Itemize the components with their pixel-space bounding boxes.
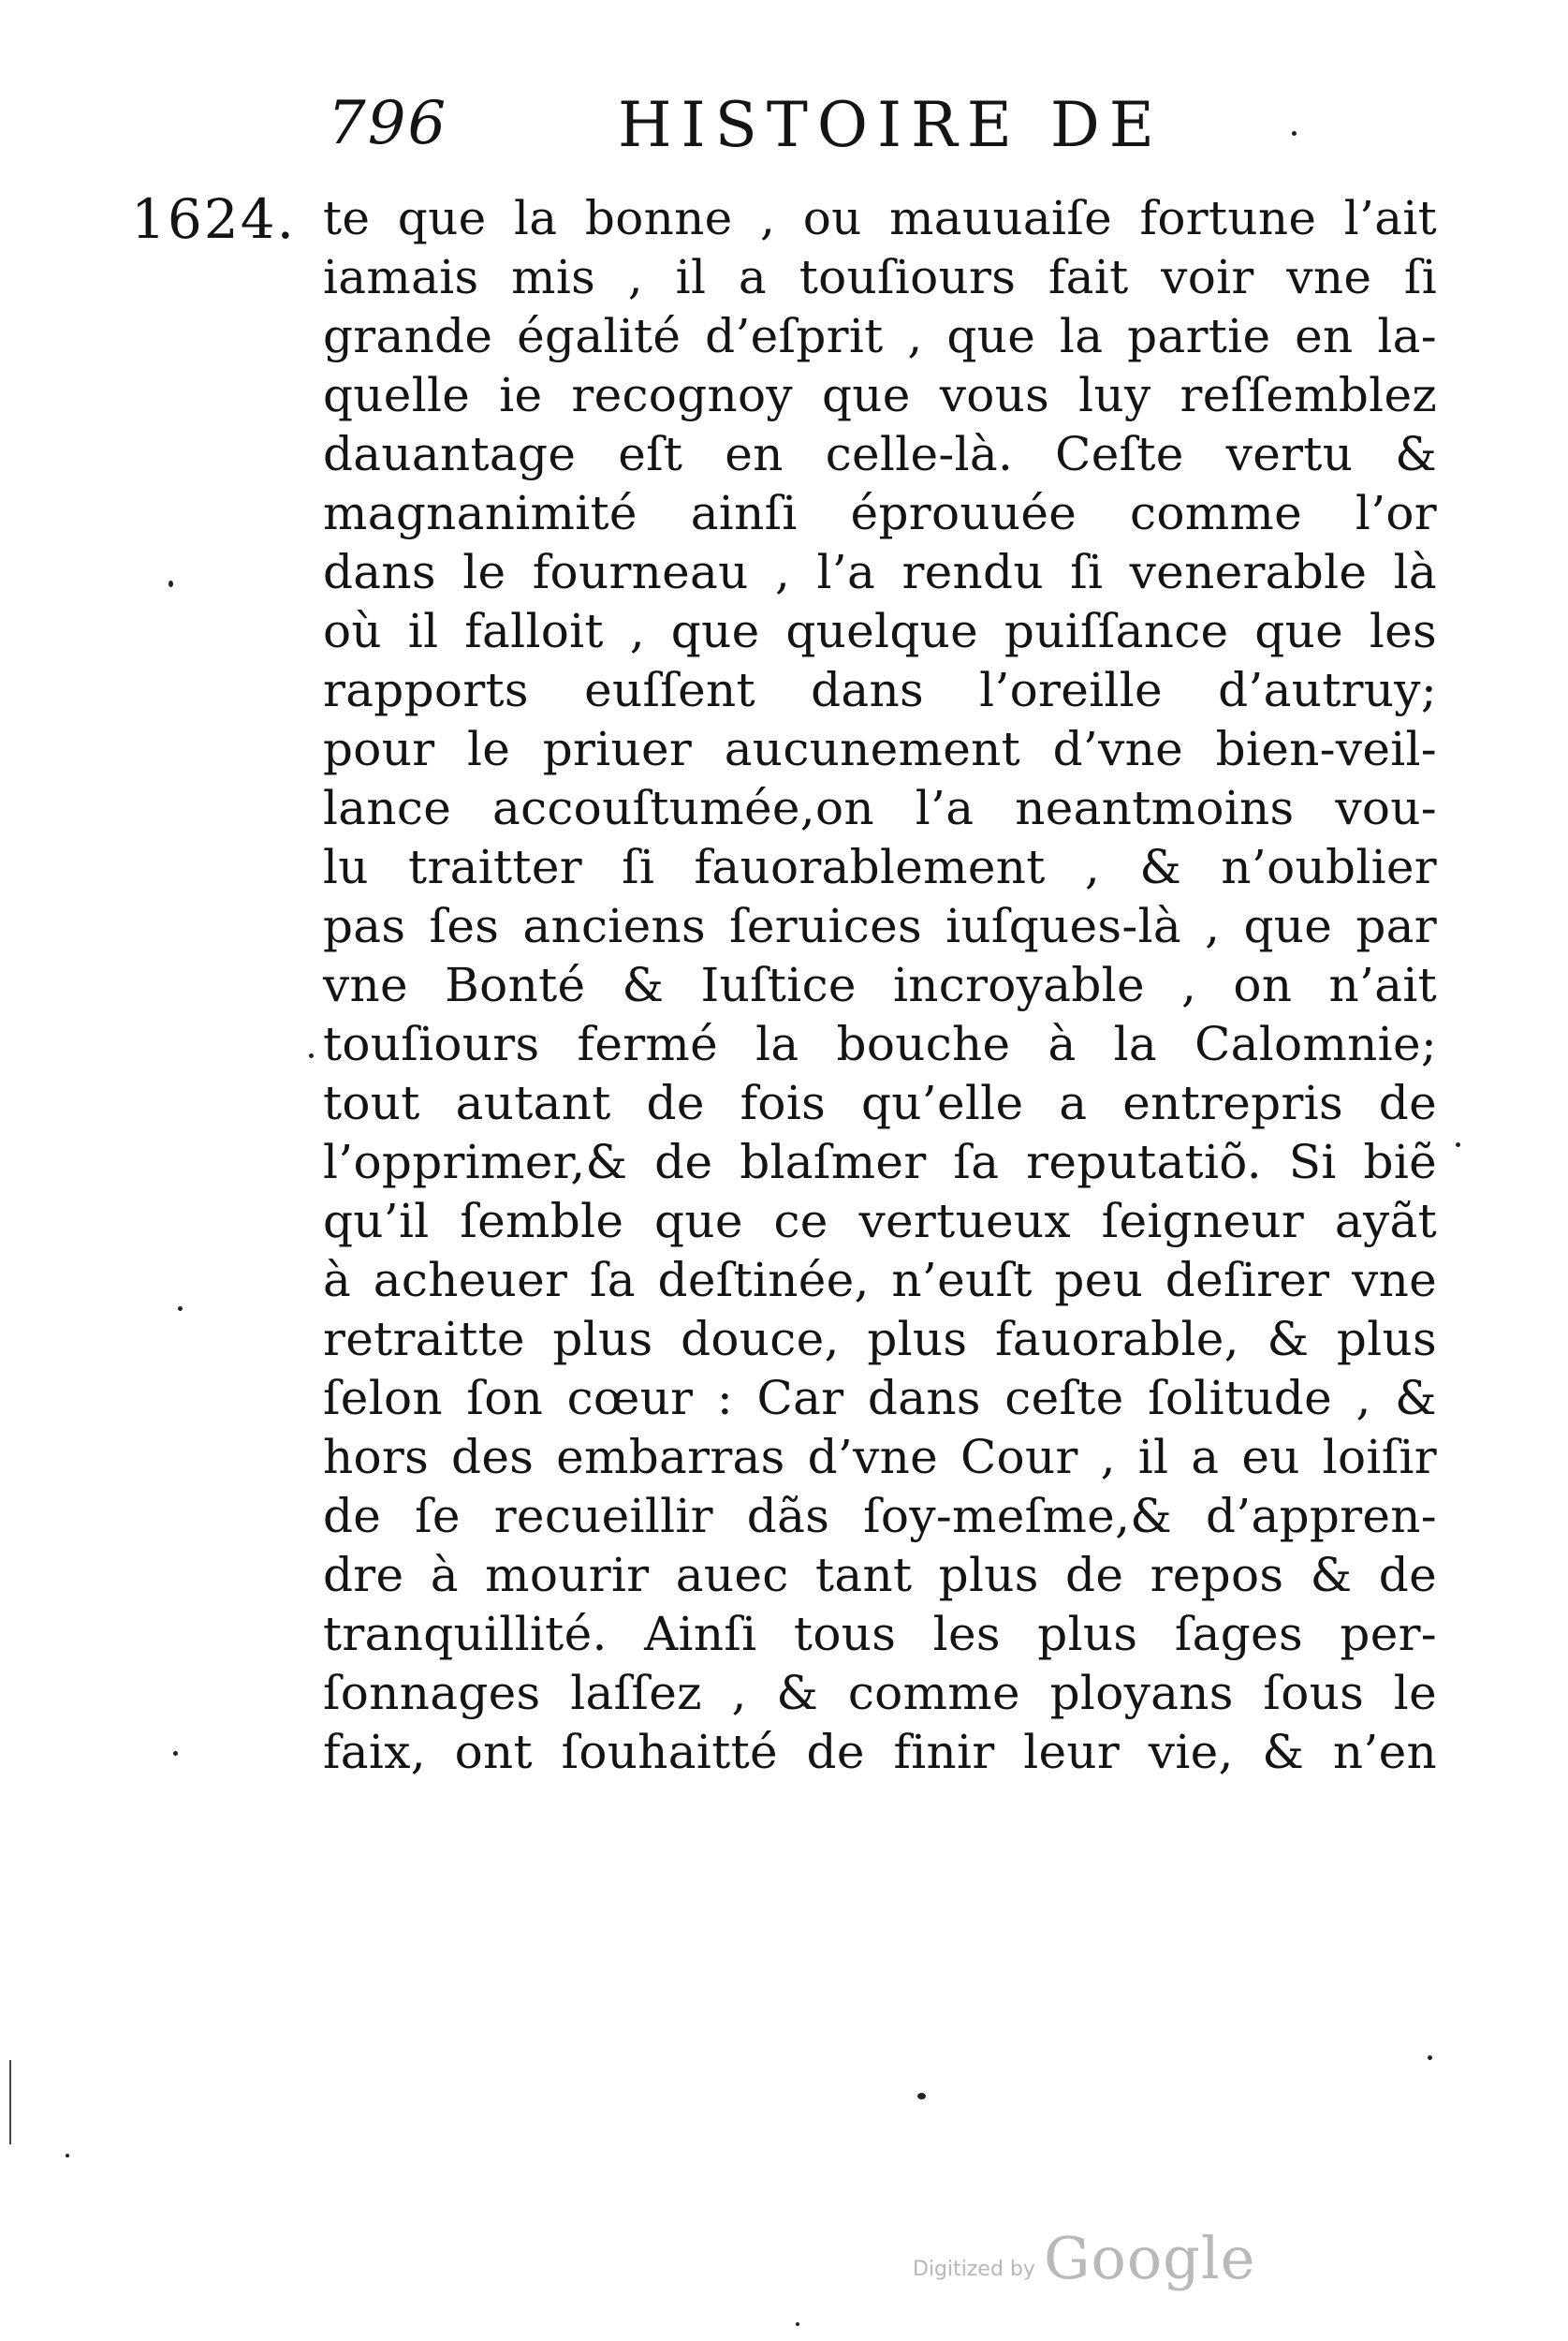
margin-year: 1624. — [131, 187, 297, 251]
text-line: pour le priuer aucunement d’vne bien-veil- — [323, 722, 1437, 776]
text-line: hors des embarras d’vne Cour , il a eu loiſir — [323, 1430, 1437, 1484]
scan-speck — [178, 1306, 183, 1311]
text-line: dauantage eſt en celle-là. Ceſte vertu & — [323, 427, 1437, 481]
text-line: lu traitter ſi fauorablement , & n’oublier — [323, 840, 1437, 894]
scan-speck — [1428, 2055, 1432, 2060]
text-line: te que la bonne , ou mauuaiſe fortune l’ait — [323, 191, 1437, 245]
text-line: magnanimité ainſi éprouuée comme l’or — [323, 486, 1437, 540]
scan-speck — [309, 1053, 314, 1058]
text-line: quelle ie recognoy que vous luy reſſemblez — [323, 368, 1437, 422]
scan-speck — [66, 2154, 69, 2157]
text-line: lance accouſtumée,on l’a neantmoins vou- — [323, 781, 1437, 835]
text-line: de ſe recueillir dãs ſoy-meſme,& d’appren- — [323, 1489, 1437, 1543]
text-line: ſelon ſon cœur : Car dans ceſte ſolitude , & — [323, 1371, 1437, 1425]
text-line: où il falloit , que quelque puiſſance que les — [323, 604, 1437, 658]
scan-speck — [796, 2322, 799, 2326]
text-line: vne Bonté & Iuſtice incroyable , on n’ait — [323, 958, 1437, 1012]
google-logo: Google — [1044, 2224, 1256, 2292]
text-line: iamais mis , il a touſiours fait voir vne ſi — [323, 250, 1437, 304]
scan-speck — [917, 2093, 926, 2099]
scan-speck — [1292, 131, 1297, 136]
text-line: ſonnages laſſez , & comme ployans ſous le — [323, 1666, 1437, 1720]
text-line: l’opprimer,& de blaſmer ſa reputatiõ. Si biẽ — [323, 1135, 1437, 1189]
scan-speck — [173, 1751, 178, 1756]
text-line: tout autant de fois qu’elle a entrepris de — [323, 1076, 1437, 1130]
text-line: retraitte plus douce, plus fauorable, & plus — [323, 1312, 1437, 1366]
text-line: dre à mourir auec tant plus de repos & de — [323, 1548, 1437, 1602]
text-line: grande égalité d’eſprit , que la partie en la- — [323, 309, 1437, 363]
text-line: qu’il ſemble que ce vertueux ſeigneur ayãt — [323, 1194, 1437, 1248]
gutter-shadow — [9, 2060, 11, 2144]
digitized-watermark — [913, 2224, 1287, 2299]
scan-speck — [169, 581, 173, 587]
text-line: touſiours fermé la bouche à la Calomnie; — [323, 1017, 1437, 1071]
watermark-prefix: Digitized by — [913, 2258, 1035, 2281]
text-line: pas ſes anciens ſeruices iuſques-là , que par — [323, 899, 1437, 953]
page-number: 796 — [328, 89, 448, 158]
text-line: dans le fourneau , l’a rendu ſi venerable là — [323, 545, 1437, 599]
body-text — [323, 178, 1437, 1782]
text-line: tranquillité. Ainſi tous les plus ſages per- — [323, 1607, 1437, 1661]
text-line: faix, ont ſouhaitté de finir leur vie, & n’en — [323, 1725, 1437, 1779]
text-line: à acheuer ſa deſtinée, n’euſt peu deſirer vne — [323, 1253, 1437, 1307]
scan-speck — [1456, 1142, 1460, 1147]
running-title: HISTOIRE DE — [618, 89, 1164, 161]
running-head — [318, 89, 1264, 173]
text-line: rapports euſſent dans l’oreille d’autruy; — [323, 663, 1437, 717]
